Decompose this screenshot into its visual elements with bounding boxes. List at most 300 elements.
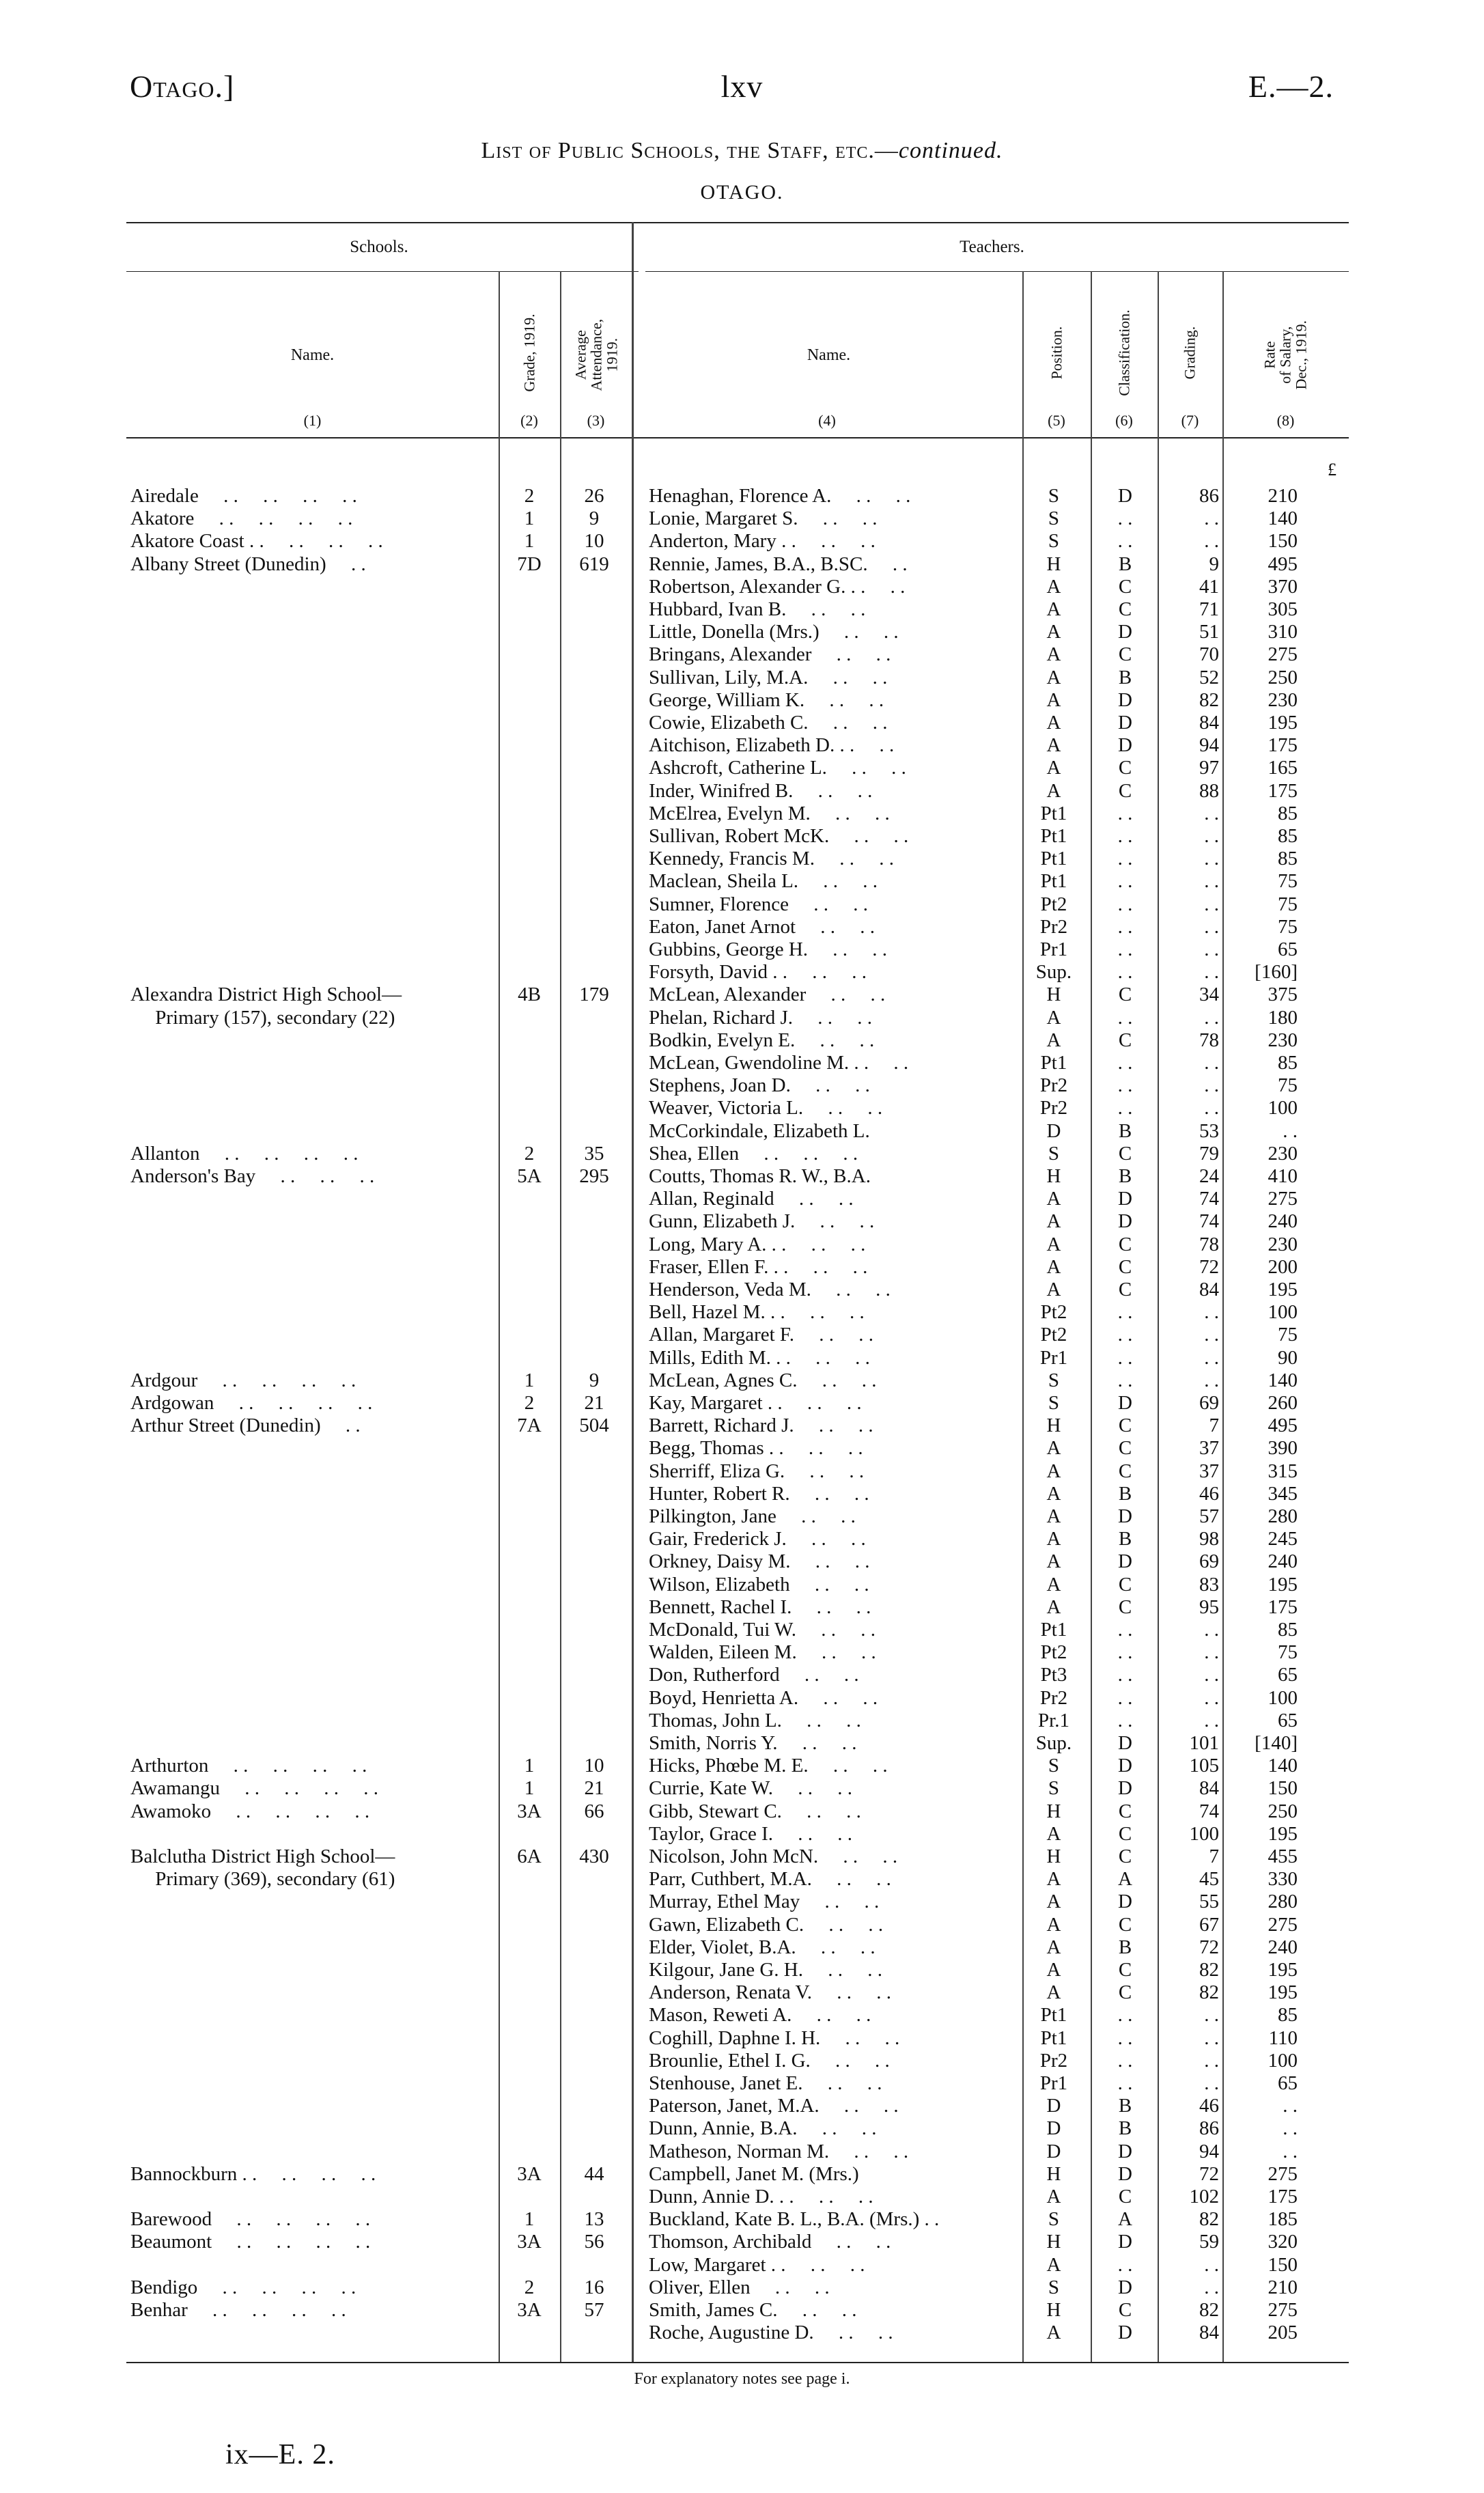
teacher-name-cell: Long, Mary A. . . . . . . (649, 1233, 866, 1255)
classification-cell: B (1118, 1165, 1132, 1187)
school-name-cell: Albany Street (Dunedin) . . (130, 553, 366, 575)
position-cell: A (1046, 598, 1061, 620)
classification-cell: . . (1117, 870, 1133, 893)
grading-cell: 82 (1199, 1981, 1219, 2004)
position-cell: A (1046, 1233, 1061, 1255)
table-row (126, 1777, 1349, 1800)
teacher-name-cell: Matheson, Norman M. . . . . (649, 2140, 909, 2162)
salary-cell: 175 (1268, 2186, 1298, 2208)
table-row (126, 621, 1349, 643)
salary-cell: 100 (1268, 1301, 1298, 1324)
salary-cell: 195 (1268, 712, 1298, 734)
position-cell: A (1046, 621, 1061, 643)
teacher-name-cell: Roche, Augustine D. . . . . (649, 2322, 893, 2344)
table-row (126, 1959, 1349, 1981)
grade-cell: 7D (517, 553, 542, 575)
school-name-cell: Balclutha District High School— (130, 1846, 395, 1867)
grading-cell: . . (1204, 802, 1219, 824)
grading-cell: 70 (1199, 643, 1219, 666)
table-row (126, 2208, 1349, 2231)
grading-cell: . . (1204, 1686, 1219, 1709)
col-attendance-l1: Average (572, 330, 589, 380)
salary-cell: 100 (1268, 1686, 1298, 1709)
col-number-3: (3) (587, 412, 605, 429)
teacher-name-cell: Bodkin, Evelyn E. . . . . (649, 1029, 875, 1051)
teacher-name-cell: McElrea, Evelyn M. . . . . (649, 802, 890, 824)
table-row (126, 1732, 1349, 1755)
position-cell: Pt1 (1040, 2027, 1067, 2049)
classification-cell: . . (1117, 1052, 1133, 1074)
position-cell: Pt1 (1040, 870, 1067, 893)
salary-cell: 150 (1268, 2253, 1298, 2276)
teacher-name-cell: Nicolson, John McN. . . . . (649, 1846, 898, 1867)
teacher-name-cell: McLean, Alexander . . . . (649, 984, 886, 1006)
school-name-cell: Akatore Coast . . . . . . . . (130, 530, 383, 553)
table-row (126, 2163, 1349, 2186)
grading-cell: 100 (1189, 1822, 1219, 1845)
salary-cell: 140 (1268, 507, 1298, 530)
classification-cell: . . (1117, 1097, 1133, 1119)
salary-cell: 85 (1278, 1619, 1298, 1641)
rule-bottom (126, 2362, 1349, 2363)
salary-cell: 240 (1268, 1210, 1298, 1233)
salary-cell: 495 (1268, 1415, 1298, 1437)
teacher-name-cell: Dunn, Annie D. . . . . . . (649, 2186, 873, 2208)
classification-cell: D (1118, 2162, 1132, 2185)
position-cell: A (1046, 1006, 1061, 1029)
school-name-cell: Primary (369), secondary (61) (130, 1868, 395, 1891)
table-row (126, 1234, 1349, 1256)
position-cell: A (1046, 1437, 1061, 1460)
grading-cell: . . (1204, 2049, 1219, 2072)
grading-cell: . . (1204, 1664, 1219, 1686)
teacher-name-cell: Ashcroft, Catherine L. . . . . (649, 757, 906, 779)
grading-cell: . . (1204, 1074, 1219, 1097)
grading-cell: 69 (1199, 1392, 1219, 1414)
grading-cell: 53 (1199, 1119, 1219, 1142)
table-row (126, 2117, 1349, 2140)
table-row (126, 1324, 1349, 1346)
salary-cell: 250 (1268, 1800, 1298, 1822)
table-row (126, 961, 1349, 984)
teacher-name-cell: Smith, Norris Y. . . . . (649, 1732, 857, 1754)
school-name-cell: Bannockburn . . . . . . . . (130, 2162, 376, 2185)
teacher-name-cell: Paterson, Janet, M.A. . . . . (649, 2095, 899, 2117)
table-row (126, 1800, 1349, 1823)
teacher-name-cell: Hubbard, Ivan B. . . . . (649, 598, 866, 620)
col-grade: Grade, 1919. (520, 314, 538, 392)
classification-cell: C (1118, 2299, 1132, 2321)
position-cell: A (1046, 1482, 1061, 1505)
salary-cell: 185 (1268, 2208, 1298, 2231)
position-cell: A (1046, 2322, 1061, 2344)
table-row (126, 1279, 1349, 1301)
position-cell: S (1048, 530, 1060, 553)
grading-cell: . . (1204, 938, 1219, 960)
table-row (126, 1415, 1349, 1437)
position-cell: A (1046, 712, 1061, 734)
classification-cell: D (1118, 688, 1132, 711)
position-cell: A (1046, 1255, 1061, 1278)
classification-cell: C (1118, 1913, 1132, 1936)
salary-cell: 250 (1268, 666, 1298, 688)
col-classification: Classification. (1115, 309, 1133, 396)
school-name-cell: Ardgour . . . . . . . . (130, 1369, 356, 1391)
teacher-name-cell: Aitchison, Elizabeth D. . . . . (649, 734, 895, 757)
classification-cell: . . (1117, 2072, 1133, 2094)
position-cell: A (1046, 1936, 1061, 1958)
position-cell: A (1046, 1210, 1061, 1233)
table-row (126, 780, 1349, 803)
classification-cell: C (1118, 598, 1132, 620)
teacher-name-cell: Pilkington, Jane . . . . (649, 1505, 856, 1527)
table-row (126, 643, 1349, 666)
teacher-name-cell: McLean, Gwendoline M. . . . . (649, 1052, 909, 1074)
classification-cell: . . (1117, 1369, 1133, 1391)
teacher-name-cell: Cowie, Elizabeth C. . . . . (649, 712, 888, 734)
teacher-name-cell: Thomas, John L. . . . . (649, 1709, 861, 1731)
salary-cell: 65 (1278, 1709, 1298, 1731)
classification-cell: . . (1117, 530, 1133, 553)
salary-cell: . . (1283, 2117, 1298, 2140)
salary-cell: 200 (1268, 1255, 1298, 1278)
col-salary (1261, 280, 1308, 430)
grading-cell: 71 (1199, 598, 1219, 620)
classification-cell: C (1118, 757, 1132, 779)
classification-cell: D (1118, 2276, 1132, 2298)
grading-cell: 83 (1199, 1573, 1219, 1596)
table-row (126, 1165, 1349, 1188)
position-cell: A (1046, 643, 1061, 666)
table-row (126, 1823, 1349, 1846)
teacher-name-cell: Elder, Violet, B.A. . . . . (649, 1936, 876, 1958)
grading-cell: 102 (1189, 2186, 1219, 2208)
teacher-name-cell: Begg, Thomas . . . . . . (649, 1437, 863, 1460)
col-grading: Grading. (1181, 326, 1199, 380)
table-row (126, 2254, 1349, 2276)
table-row (126, 1936, 1349, 1959)
salary-cell: 90 (1278, 1346, 1298, 1369)
school-name-cell: Allanton . . . . . . . . (130, 1142, 359, 1165)
grade-cell: 1 (524, 507, 535, 530)
attendance-cell: 179 (579, 984, 609, 1006)
classification-cell: . . (1117, 1006, 1133, 1029)
classification-cell: . . (1117, 915, 1133, 938)
position-cell: S (1048, 485, 1060, 507)
teacher-name-cell: Phelan, Richard J. . . . . (649, 1006, 873, 1029)
table-row (126, 1574, 1349, 1596)
position-cell: S (1048, 2208, 1060, 2231)
classification-cell: D (1118, 1505, 1132, 1527)
position-cell: A (1046, 2186, 1061, 2208)
salary-cell: 75 (1278, 1641, 1298, 1664)
salary-cell: 75 (1278, 1324, 1298, 1346)
rule-top (126, 222, 1349, 223)
table-row (126, 2072, 1349, 2095)
grading-cell: 59 (1199, 2231, 1219, 2253)
attendance-cell: 9 (589, 507, 600, 530)
teacher-name-cell: Gair, Frederick J. . . . . (649, 1528, 866, 1550)
grading-cell: . . (1204, 1369, 1219, 1391)
position-cell: S (1048, 2276, 1060, 2298)
table-row (126, 2050, 1349, 2072)
position-cell: A (1046, 779, 1061, 802)
salary-cell: 230 (1268, 1142, 1298, 1165)
attendance-cell: 66 (584, 1800, 604, 1822)
position-cell: S (1048, 1142, 1060, 1165)
salary-cell: 370 (1268, 575, 1298, 598)
salary-cell: 140 (1268, 1369, 1298, 1391)
col-number-6: (6) (1115, 412, 1133, 429)
classification-cell: . . (1117, 2027, 1133, 2049)
teacher-name-cell: Oliver, Ellen . . . . (649, 2276, 830, 2298)
grading-cell: . . (1204, 961, 1219, 984)
school-name-cell: Beaumont . . . . . . . . (130, 2231, 371, 2253)
classification-cell: B (1118, 1528, 1132, 1550)
attendance-cell: 21 (584, 1777, 604, 1800)
salary-cell: 495 (1268, 553, 1298, 575)
classification-cell: D (1118, 1188, 1132, 1210)
classification-cell: B (1118, 666, 1132, 688)
teacher-name-cell: Sullivan, Robert McK. . . . . (649, 825, 909, 847)
table-row (126, 1846, 1349, 1868)
position-cell: A (1046, 688, 1061, 711)
grading-cell: 69 (1199, 1550, 1219, 1573)
salary-cell: 375 (1268, 984, 1298, 1006)
currency-symbol: £ (1328, 460, 1336, 479)
grading-cell: 37 (1199, 1437, 1219, 1460)
col-salary-l2: of Salary, (1276, 326, 1294, 384)
classification-cell: B (1118, 1482, 1132, 1505)
salary-cell: 310 (1268, 621, 1298, 643)
attendance-cell: 430 (579, 1846, 609, 1867)
salary-cell: 75 (1278, 870, 1298, 893)
classification-cell: . . (1117, 2004, 1133, 2027)
attendance-cell: 26 (584, 485, 604, 507)
position-cell: Pr1 (1039, 938, 1068, 960)
table-row (126, 553, 1349, 576)
attendance-cell: 619 (579, 553, 609, 575)
grade-cell: 2 (524, 2276, 535, 2298)
salary-cell: 110 (1268, 2027, 1298, 2049)
classification-cell: D (1118, 621, 1132, 643)
grading-cell: 24 (1199, 1165, 1219, 1187)
position-cell: H (1046, 2162, 1061, 2185)
position-cell: Sup. (1035, 961, 1072, 984)
position-cell: H (1046, 2299, 1061, 2321)
table-row (126, 803, 1349, 825)
teacher-name-cell: Campbell, Janet M. (Mrs.) (649, 2162, 859, 2185)
classification-cell: B (1118, 2095, 1132, 2117)
grading-cell: . . (1204, 1709, 1219, 1731)
salary-cell: 320 (1268, 2231, 1298, 2253)
classification-cell: . . (1117, 1709, 1133, 1731)
position-cell: D (1046, 2140, 1061, 2162)
salary-cell: 315 (1268, 1460, 1298, 1482)
classification-cell: D (1118, 1777, 1132, 1800)
table-row (126, 916, 1349, 938)
classification-cell: D (1118, 485, 1132, 507)
position-cell: Pr1 (1039, 1346, 1068, 1369)
attendance-cell: 35 (584, 1142, 604, 1165)
table-row (126, 1687, 1349, 1710)
position-cell: A (1046, 1528, 1061, 1550)
table-row (126, 1868, 1349, 1891)
school-name-cell: Arthur Street (Dunedin) . . (130, 1415, 361, 1437)
classification-cell: . . (1117, 2253, 1133, 2276)
classification-cell: B (1118, 1119, 1132, 1142)
table-row (126, 1914, 1349, 1936)
position-cell: Pt2 (1040, 1301, 1067, 1324)
salary-cell: . . (1283, 2095, 1298, 2117)
teacher-name-cell: Coghill, Daphne I. H. . . . . (649, 2027, 900, 2049)
salary-cell: 260 (1268, 1392, 1298, 1414)
col-school-name: Name. (290, 346, 335, 364)
classification-cell: C (1118, 1029, 1132, 1051)
teacher-name-cell: Sumner, Florence . . . . (649, 893, 869, 915)
salary-cell: 280 (1268, 1891, 1298, 1913)
grading-cell: . . (1204, 1346, 1219, 1369)
salary-cell: 85 (1278, 2004, 1298, 2027)
position-cell: A (1046, 1822, 1061, 1845)
salary-cell: 210 (1268, 2276, 1298, 2298)
classification-cell: . . (1117, 802, 1133, 824)
grading-cell: 84 (1199, 1777, 1219, 1800)
position-cell: D (1046, 2117, 1061, 2140)
rule-schools-group (126, 271, 639, 272)
position-cell: Pt2 (1040, 1324, 1067, 1346)
table-row (126, 1596, 1349, 1619)
salary-cell: 240 (1268, 1936, 1298, 1958)
teacher-name-cell: Hicks, Phœbe M. E. . . . . (649, 1755, 888, 1777)
teacher-name-cell: Gubbins, George H. . . . . (649, 938, 888, 960)
salary-cell: . . (1283, 1119, 1298, 1142)
teacher-name-cell: Kennedy, Francis M. . . . . (649, 848, 894, 870)
grading-cell: 74 (1199, 1210, 1219, 1233)
classification-cell: . . (1117, 2049, 1133, 2072)
table-row (126, 1210, 1349, 1233)
col-teacher-name: Name. (807, 346, 851, 364)
grading-cell: . . (1204, 507, 1219, 530)
table-row (126, 2322, 1349, 2344)
salary-cell: 275 (1268, 2299, 1298, 2321)
position-cell: Pt1 (1040, 848, 1067, 870)
table-row (126, 485, 1349, 507)
table-row (126, 1052, 1349, 1074)
classification-cell: D (1118, 2140, 1132, 2162)
table-row (126, 757, 1349, 779)
position-cell: Pt2 (1040, 1641, 1067, 1664)
grading-cell: 84 (1199, 1279, 1219, 1300)
classification-cell: D (1118, 1891, 1132, 1913)
salary-cell: 275 (1268, 1188, 1298, 1210)
teacher-name-cell: Bringans, Alexander . . . . (649, 643, 891, 666)
salary-cell: 75 (1278, 893, 1298, 915)
group-teachers: Teachers. (960, 238, 1024, 256)
header-page-roman: lxv (720, 69, 764, 104)
teacher-name-cell: Little, Donella (Mrs.) . . . . (649, 621, 899, 643)
salary-cell: 195 (1268, 1573, 1298, 1596)
grading-cell: 79 (1199, 1142, 1219, 1165)
position-cell: Pr.1 (1038, 1709, 1069, 1731)
school-name-cell: Barewood . . . . . . . . (130, 2208, 371, 2231)
classification-cell: B (1118, 1936, 1132, 1958)
salary-cell: 175 (1268, 1596, 1298, 1618)
teacher-name-cell: Brounlie, Ethel I. G. . . . . (649, 2049, 890, 2072)
grading-cell: . . (1204, 2027, 1219, 2049)
table-row (126, 2095, 1349, 2117)
position-cell: Pr2 (1039, 915, 1068, 938)
grade-cell: 2 (524, 1392, 535, 1414)
classification-cell: . . (1117, 1664, 1133, 1686)
table-row (126, 734, 1349, 757)
classification-cell: C (1118, 575, 1132, 598)
table-row (126, 689, 1349, 712)
grading-cell: 82 (1199, 688, 1219, 711)
table-row (126, 2004, 1349, 2027)
col-number-1: (1) (303, 412, 322, 429)
classification-cell: C (1118, 779, 1132, 802)
classification-cell: C (1118, 1981, 1132, 2004)
classification-cell: C (1118, 643, 1132, 666)
grading-cell: 97 (1199, 757, 1219, 779)
position-cell: Pr2 (1039, 1686, 1068, 1709)
grading-cell: 7 (1209, 1846, 1219, 1867)
table-row (126, 1007, 1349, 1029)
classification-cell: D (1118, 2231, 1132, 2253)
teacher-name-cell: Stephens, Joan D. . . . . (649, 1074, 870, 1097)
table-row (126, 1074, 1349, 1097)
grading-cell: 74 (1199, 1800, 1219, 1822)
table-row (126, 1550, 1349, 1573)
classification-cell: D (1118, 1392, 1132, 1414)
salary-cell: 100 (1268, 2049, 1298, 2072)
salary-cell: 345 (1268, 1482, 1298, 1505)
grading-cell: 51 (1199, 621, 1219, 643)
grading-cell: 82 (1199, 2208, 1219, 2231)
grading-cell: . . (1204, 1052, 1219, 1074)
position-cell: Pt1 (1040, 802, 1067, 824)
grading-cell: . . (1204, 2072, 1219, 2094)
position-cell: A (1046, 1868, 1061, 1891)
teacher-name-cell: McCorkindale, Elizabeth L. (649, 1119, 870, 1142)
grading-cell: 55 (1199, 1891, 1219, 1913)
table-row (126, 2276, 1349, 2299)
teacher-name-cell: Smith, James C. . . . . (649, 2299, 857, 2321)
position-cell: Pr1 (1039, 2072, 1068, 2094)
header-right: E.—2. (1248, 69, 1334, 104)
classification-cell: D (1118, 1732, 1132, 1754)
teacher-name-cell: Kilgour, Jane G. H. . . . . (649, 1959, 882, 1981)
position-cell: D (1046, 1119, 1061, 1142)
attendance-cell: 13 (584, 2208, 604, 2231)
table-row (126, 1143, 1349, 1165)
grade-cell: 6A (517, 1846, 542, 1867)
teacher-name-cell: Thomson, Archibald . . . . (649, 2231, 891, 2253)
page-title (0, 138, 1484, 164)
teacher-name-cell: Dunn, Annie, B.A. . . . . (649, 2117, 877, 2140)
grading-cell: 7 (1209, 1415, 1219, 1437)
classification-cell: . . (1117, 1301, 1133, 1324)
salary-cell: 195 (1268, 1822, 1298, 1845)
table-row (126, 1981, 1349, 2004)
grading-cell: . . (1204, 2276, 1219, 2298)
teacher-name-cell: Henaghan, Florence A. . . . . (649, 485, 911, 507)
classification-cell: C (1118, 1800, 1132, 1822)
attendance-cell: 10 (584, 530, 604, 553)
classification-cell: C (1118, 1596, 1132, 1618)
classification-cell: . . (1117, 961, 1133, 984)
